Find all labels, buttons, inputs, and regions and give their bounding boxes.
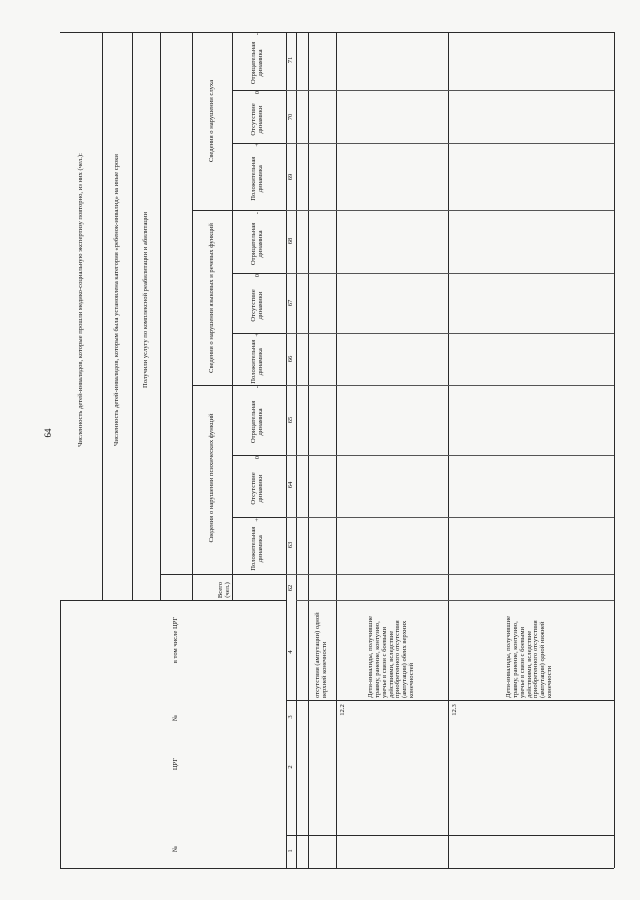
colnum-3: 3 [286, 715, 294, 719]
colnum-2: 2 [286, 765, 294, 769]
colnum-68: 68 [286, 237, 294, 245]
col-no-header: № [171, 845, 179, 853]
col-total-label: Всего (чел.) [217, 581, 231, 599]
colnum-66: 66 [286, 355, 294, 363]
colnum-4: 4 [286, 650, 294, 654]
colnum-65: 65 [286, 416, 294, 424]
dyn-none-3: Отсутствие динамики 0 [250, 91, 264, 136]
main-title: Численность детей-инвалидов, которые прошли медико-социальную экспертизу повторно, из них (чел.): [76, 153, 84, 447]
col-no2-header: № [171, 714, 179, 722]
group-hearing: Сведения о нарушении слуха [207, 79, 215, 163]
table-row-3-text: Дети-инвалиды, получившие травму, ранение, контузию, увечье в связи с боевыми действиями, вследствие приобретенного отсутствия (ампутации) одной нижней конечности [504, 616, 554, 698]
table-row-2-no: 12.2 [338, 704, 346, 716]
col-cpg-including-header: в том числе ЦРГ [171, 616, 179, 664]
table-row-1-text: отсутствия (ампутации) одной верхней конечности [314, 612, 328, 698]
dyn-negative-1: Отрицательная динамика - [250, 386, 264, 444]
colnum-62: 62 [286, 584, 294, 592]
table-row-3-no: 12.3 [450, 704, 458, 716]
colnum-69: 69 [286, 173, 294, 181]
colnum-71: 71 [286, 56, 294, 64]
colnum-1: 1 [286, 849, 294, 853]
sub-title: Численность детей-инвалидов, которым была установлена категория «ребенок-инвалид» на иные сроки [112, 154, 120, 446]
page-number: 64 [43, 428, 53, 438]
services-title: Получили услугу по комплексной реабилитации и абилитации [141, 211, 149, 389]
dyn-positive-3: Положительная динамика + [250, 143, 264, 201]
table-row-2-text: Дети-инвалиды, получившие травму, ранение, контузию, увечье в связи с боевыми действиями, вследствие приобретенного отсутствия (ампутации) обеих верхних конечностей [366, 616, 416, 698]
dyn-none-1: Отсутствие динамики 0 [250, 456, 264, 505]
group-psychic: Сведения о нарушении психических функций [207, 413, 215, 543]
colnum-64: 64 [286, 481, 294, 489]
dyn-positive-2: Положительная динамика + [250, 333, 264, 384]
colnum-70: 70 [286, 113, 294, 121]
colnum-67: 67 [286, 299, 294, 307]
dyn-negative-3: Отрицательная динамика - [250, 33, 264, 85]
colnum-63: 63 [286, 541, 294, 549]
dyn-positive-1: Положительная динамика + [250, 518, 264, 571]
group-speech: Сведения о нарушении языковых и речевых функций [207, 223, 215, 373]
dyn-none-2: Отсутствие динамики 0 [250, 274, 264, 322]
dyn-negative-2: Отрицательная динамика - [250, 212, 264, 266]
col-cpg-header: ЦРГ [171, 757, 179, 771]
